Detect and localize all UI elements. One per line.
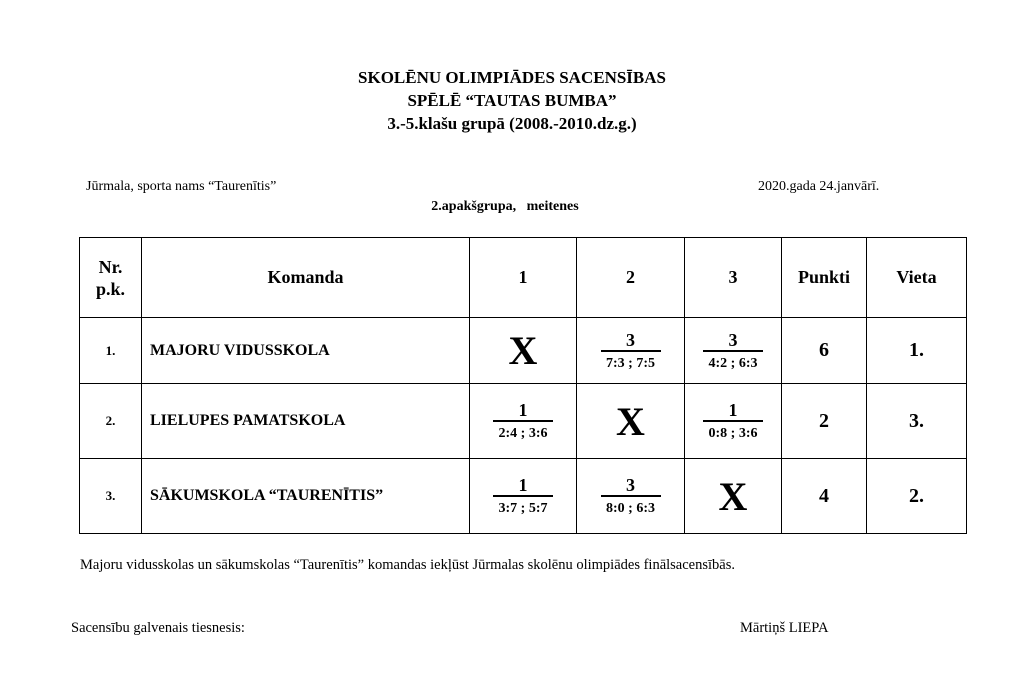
- result-fraction: [601, 475, 661, 517]
- header-col3: 3: [685, 238, 782, 318]
- results-table: [79, 237, 967, 534]
- header-row: [80, 238, 967, 318]
- subgroup-heading: 2.apakšgrupa, meitenes: [431, 199, 579, 214]
- match-points: 1: [493, 400, 553, 422]
- self-match-cross: X: [577, 384, 685, 459]
- match-points: 3: [601, 330, 661, 352]
- self-match-cross: X: [470, 318, 577, 384]
- result-fraction: [601, 330, 661, 372]
- table-row: [80, 384, 967, 459]
- result-fraction: [493, 475, 553, 517]
- match-points: 3: [601, 475, 661, 497]
- venue-text: Jūrmala, sporta nams “Taurenītis”: [86, 179, 277, 194]
- row-number: 3.: [80, 459, 142, 534]
- header-nr-line1: Nr.: [98, 256, 123, 277]
- header-col1: 1: [470, 238, 577, 318]
- result-fraction: [703, 400, 763, 442]
- header-points: Punkti: [782, 238, 867, 318]
- match-points: 3: [703, 330, 763, 352]
- match-points: 1: [493, 475, 553, 497]
- team-name: MAJORU VIDUSSKOLA: [142, 318, 470, 384]
- final-place: 2.: [867, 459, 967, 534]
- table-row: [80, 459, 967, 534]
- match-result: [577, 459, 685, 534]
- date-text: 2020.gada 24.janvārī.: [758, 179, 880, 194]
- document-title-line2: SPĒLĒ “TAUTAS BUMBA”: [407, 91, 617, 110]
- chief-judge-label: Sacensību galvenais tiesnesis:: [71, 620, 245, 636]
- final-place: 3.: [867, 384, 967, 459]
- match-score: 2:4 ; 3:6: [498, 426, 548, 441]
- match-result: [470, 384, 577, 459]
- final-place: 1.: [867, 318, 967, 384]
- total-points: 2: [782, 384, 867, 459]
- total-points: 4: [782, 459, 867, 534]
- self-match-cross: X: [685, 459, 782, 534]
- row-number: 2.: [80, 384, 142, 459]
- match-score: 8:0 ; 6:3: [606, 501, 655, 516]
- document-title-line3: 3.-5.klašu grupā (2008.-2010.dz.g.): [387, 114, 637, 133]
- match-score: 0:8 ; 3:6: [708, 426, 758, 441]
- header-team: Komanda: [142, 238, 470, 318]
- row-number: 1.: [80, 318, 142, 384]
- document-title-line1: SKOLĒNU OLIMPIĀDES SACENSĪBAS: [358, 68, 666, 87]
- chief-judge-name: Mārtiņš LIEPA: [740, 620, 829, 636]
- match-score: 4:2 ; 6:3: [708, 355, 758, 371]
- header-nr: [80, 238, 142, 318]
- match-result: [685, 318, 782, 384]
- team-name: LIELUPES PAMATSKOLA: [142, 384, 470, 459]
- match-result: [685, 384, 782, 459]
- match-score: 3:7 ; 5:7: [498, 501, 548, 516]
- match-result: [470, 459, 577, 534]
- team-name: SĀKUMSKOLA “TAURENĪTIS”: [142, 459, 470, 534]
- result-fraction: [493, 400, 553, 442]
- total-points: 6: [782, 318, 867, 384]
- result-fraction: [703, 330, 763, 372]
- header-nr-line2: p.k.: [95, 278, 126, 299]
- match-points: 1: [703, 400, 763, 422]
- match-score: 7:3 ; 7:5: [606, 355, 655, 371]
- table-row: [80, 318, 967, 384]
- header-place: Vieta: [867, 238, 967, 318]
- match-result: [577, 318, 685, 384]
- qualification-note: Majoru vidusskolas un sākumskolas “Taurenītis” komandas iekļūst Jūrmalas skolēnu olimpiādes finālsacensībās.: [80, 557, 735, 573]
- header-col2: 2: [577, 238, 685, 318]
